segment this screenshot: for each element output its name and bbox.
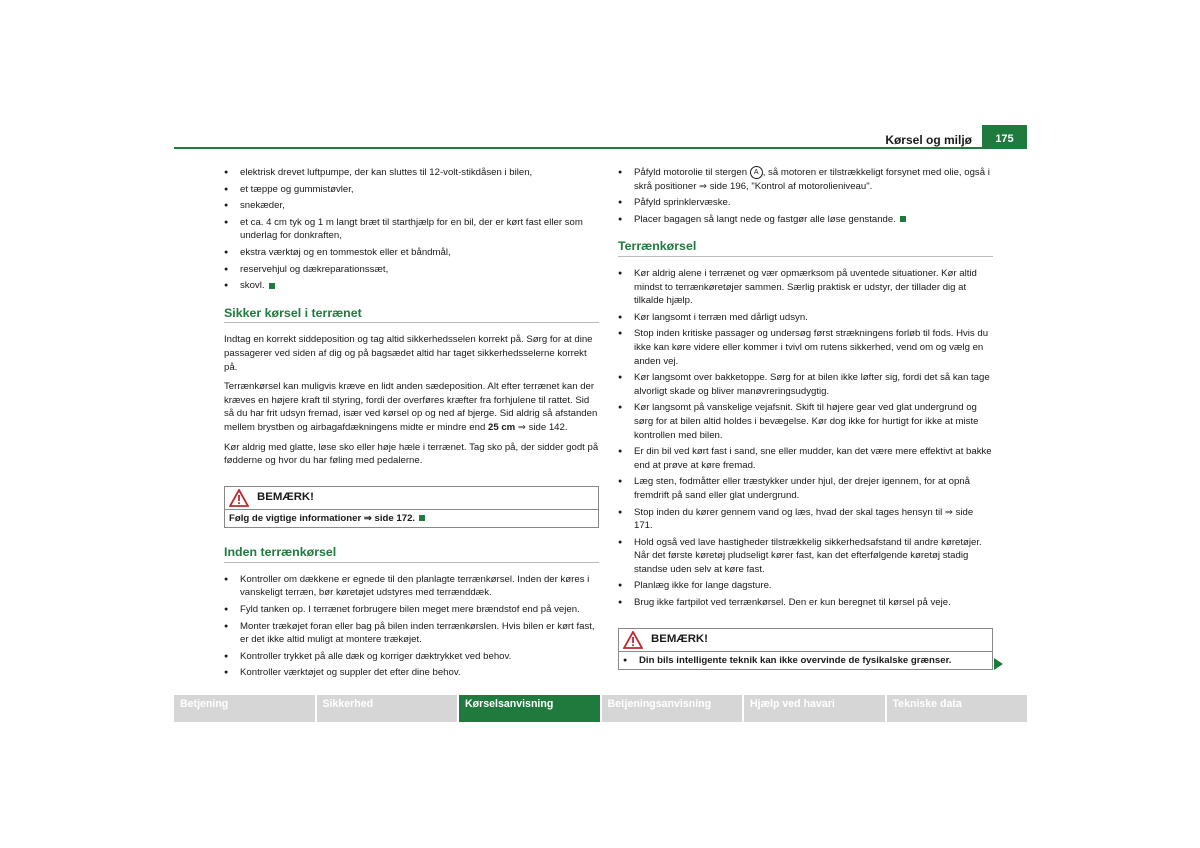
list-item: ● Kontroller værktøjet og suppler det efter dine behov. — [224, 666, 599, 680]
warning-icon — [623, 631, 643, 649]
list-item-text: Placer bagagen så langt nede og fastgør alle løse genstande. — [634, 213, 896, 225]
end-marker-icon — [269, 283, 275, 289]
list-item: ● Stop inden kritiske passager og undersøg først strækningens forløb til fods. Hvis du ikke kan køre videre eller kommer i tvivl om rutens sikkerhed, vend om og vælg en anden vej. — [618, 327, 993, 368]
note-title: BEMÆRK! — [257, 490, 314, 503]
list-item: ● elektrisk drevet luftpumpe, der kan sluttes til 12-volt-stikdåsen i bilen, — [224, 166, 599, 180]
list-item: ● Stop inden du kører gennem vand og læs, hvad der skal tages hensyn til ⇒ side 171. — [618, 506, 993, 533]
tab-hjaelp-ved-havari[interactable]: Hjælp ved havari — [744, 695, 885, 722]
tab-betjening[interactable]: Betjening — [174, 695, 315, 722]
chapter-title: Kørsel og miljø — [885, 133, 972, 147]
note-header — [225, 487, 598, 510]
section-title: Sikker kørsel i terrænet — [224, 307, 599, 324]
left-column — [224, 166, 599, 683]
list-item: ● et ca. 4 cm tyk og 1 m langt bræt til starthjælp for en bil, der er kørt fast eller som underlag for donkraften, — [224, 216, 599, 243]
note-box — [618, 628, 993, 671]
note-text: ● Din bils intelligente teknik kan ikke overvinde de fysikalske grænser. — [623, 654, 988, 668]
continue-arrow-icon — [994, 658, 1003, 670]
page-number: 175 — [982, 125, 1027, 149]
paragraph — [224, 380, 599, 434]
tab-sikkerhed[interactable]: Sikkerhed — [317, 695, 458, 722]
right-column — [618, 166, 993, 688]
list-item: ● Læg sten, fodmåtter eller træstykker under hjul, der drejer igennem, for at opnå fremdrift på sand eller glat undergrund. — [618, 475, 993, 502]
list-item: ● Brug ikke fartpilot ved terrænkørsel. Den er kun beregnet til kørsel på veje. — [618, 596, 993, 610]
list-item: ● Kør langsomt på vanskelige vejafsnit. Skift til højere gear ved glat undergrund og sørg for at bilen altid holdes i bevægelse. Kør dog ikke for hurtigt for ikke at miste kontrollen med bilen. — [618, 401, 993, 442]
list-item: ● Fyld tanken op. I terrænet forbrugere bilen meget mere brændstof end på vejen. — [224, 603, 599, 617]
list-item: ● Monter trækøjet foran eller bag på bilen inden terrænkørslen. Hvis bilen er kørt fast, er det ikke altid muligt at montere trækøjet. — [224, 620, 599, 647]
tab-korselsanvisning[interactable]: Kørselsanvisning — [459, 695, 600, 722]
note-header — [619, 629, 992, 652]
cross-reference: ⇒ side 142. — [517, 421, 568, 433]
list-item: ● reservehjul og dækreparationssæt, — [224, 263, 599, 277]
paragraph: Indtag en korrekt siddeposition og tag altid sikkerhedsselen korrekt på. Sørg for at dine passagerer ved siden af dig og på bagsædet altid har taget sikkerhedsselerne korrekt på. — [224, 334, 593, 373]
list-item: ● Kør langsomt i terræn med dårligt udsyn. — [618, 311, 993, 325]
note-body — [619, 652, 992, 670]
list-item: ● Kør aldrig alene i terrænet og vær opmærksom på uventede situationer. Kør altid mindst to terrænkøretøjer sammen. Særlig praktisk er udstyr, der tillader dig at tilkalde hjælp. — [618, 267, 993, 308]
section-title: Terrænkørsel — [618, 240, 993, 257]
list-item: ● snekæder, — [224, 199, 599, 213]
list-item: ● Kør langsomt over bakketoppe. Sørg for at bilen ikke løfter sig, fordi det så kan tage alvorligt skade og bliver manøvreringsudygtig. — [618, 371, 993, 398]
note-title: BEMÆRK! — [651, 632, 708, 645]
list-item — [618, 166, 993, 193]
list-item: ● ekstra værktøj og en tommestok eller et båndmål, — [224, 246, 599, 260]
end-marker-icon — [419, 515, 425, 521]
list-item: ● Planlæg ikke for lange dagsture. — [618, 579, 993, 593]
note-body — [225, 510, 598, 528]
paragraph-bold: 25 cm — [487, 421, 516, 433]
list-item-text: , så motoren er tilstrækkeligt forsynet med olie, også i skrå positioner ⇒ side 196, "Kontrol af motorolieniveau". — [634, 167, 990, 192]
paragraph: Kør aldrig med glatte, løse sko eller høje hæle i terrænet. Tag sko på, der sidder godt på fødderne og hvor du har føling med pedalerne. — [224, 441, 599, 467]
list-item: ● Påfyld sprinklervæske. — [618, 196, 993, 210]
header-rule — [174, 147, 1027, 149]
list-item: ● et tæppe og gummistøvler, — [224, 183, 599, 197]
list-item-text: skovl. — [240, 280, 265, 292]
list-item: ● Kontroller om dækkene er egnede til den planlagte terrænkørsel. Inden der køres i vanskeligt terræn, bør køretøjet udstyres med terrænddæk. — [224, 573, 599, 600]
end-marker-icon — [900, 216, 906, 222]
circled-a-icon: A — [750, 166, 763, 179]
chapter-tabs — [174, 695, 1027, 722]
section-title: Inden terrænkørsel — [224, 546, 599, 563]
list-item-last — [224, 279, 599, 293]
list-item: ● Kontroller trykket på alle dæk og korriger dæktrykket ved behov. — [224, 650, 599, 664]
list-item: ● Er din bil ved kørt fast i sand, sne eller mudder, kan det være mere effektivt at bakke end at prøve at køre fremad. — [618, 445, 993, 472]
list-item-text: Påfyld motorolie til stergen — [634, 167, 748, 179]
note-box — [224, 486, 599, 529]
warning-icon — [229, 489, 249, 507]
paragraph-text: Terrænkørsel kan muligvis kræve en lidt anden sædeposition. Alt efter terrænet kan der kræves en højere kraft til styring, fordi der overføres kræfter fra forhjulene til rattet. Sid så du har frit udsyn fremad, især ved kørsel op og ned af bjerge. Sid aldrig så afstanden mellem brystben og airbagafdækningens midte er mindre end — [224, 381, 598, 433]
note-text: Følg de vigtige informationer ⇒ side 172. — [229, 512, 416, 524]
list-item: ● Hold også ved lave hastigheder tilstrækkelig sikkerhedsafstand til andre køretøjer. Når det første køretøj pludseligt kører fast, kan det efterfølgende køretøj stadig standse uden selv at køre fast. — [618, 536, 993, 577]
tab-betjeningsanvisning[interactable]: Betjeningsanvisning — [602, 695, 743, 722]
list-item-last — [618, 213, 993, 227]
tab-tekniske-data[interactable]: Tekniske data — [887, 695, 1028, 722]
